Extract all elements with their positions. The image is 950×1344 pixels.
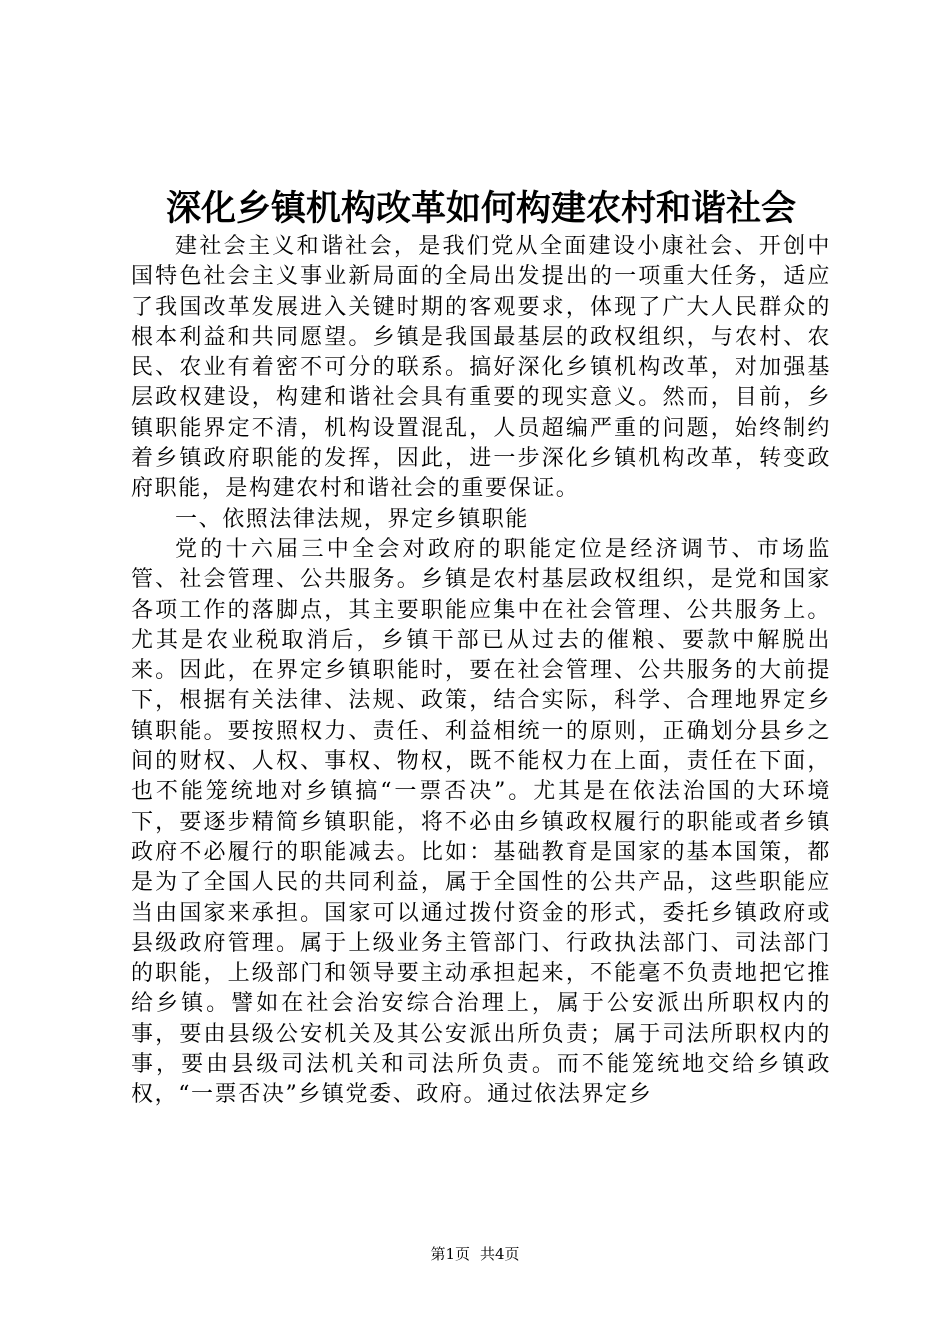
document-body: [131, 186, 831, 1111]
page-number: 第1页: [430, 1245, 470, 1263]
section-heading: 一、依照法律法规，界定乡镇职能: [175, 506, 530, 532]
page-footer: [0, 1244, 950, 1264]
intro-paragraph: 建社会主义和谐社会，是我们党从全面建设小康社会、开创中国特色社会主义事业新局面的全局出发提出的一项重大任务，适应了我国改革发展进入关键时期的客观要求，体现了广大人民群众的根本利益和共同愿望。乡镇是我国最基层的政权组织，与农村、农民、农业有着密不可分的联系。搞好深化乡镇机构改革，对加强基层政权建设，构建和谐社会具有重要的现实意义。然而，目前，乡镇职能界定不清，机构设置混乱，人员超编严重的问题，始终制约着乡镇政府职能的发挥，因此，进一步深化乡镇机构改革，转变政府职能，是构建农村和谐社会的重要保证。: [131, 234, 831, 502]
section-paragraph: 党的十六届三中全会对政府的职能定位是经济调节、市场监管、社会管理、公共服务。乡镇是农村基层政权组织，是党和国家各项工作的落脚点，其主要职能应集中在社会管理、公共服务上。尤其是农业税取消后，乡镇干部已从过去的催粮、要款中解脱出来。因此，在界定乡镇职能时，要在社会管理、公共服务的大前提下，根据有关法律、法规、政策，结合实际，科学、合理地界定乡镇职能。要按照权力、责任、利益相统一的原则，正确划分县乡之间的财权、人权、事权、物权，既不能权力在上面，责任在下面，也不能笼统地对乡镇搞“一票否决”。尤其是在依法治国的大环境下，要逐步精简乡镇职能，将不必由乡镇政权履行的职能或者乡镇政府不必履行的职能减去。比如：基础教育是国家的基本国策，都是为了全国人民的共同利益，属于全国性的公共产品，这些职能应当由国家来承担。国家可以通过拨付资金的形式，委托乡镇政府或县级政府管理。属于上级业务主管部门、行政执法部门、司法部门的职能，上级部门和领导要主动承担起来，不能毫不负责地把它推给乡镇。譬如在社会治安综合治理上，属于公安派出所职权内的事，要由县级公安机关及其公安派出所负责；属于司法所职权内的事，要由县级司法机关和司法所负责。而不能笼统地交给乡镇政权，“一票否决”乡镇党委、政府。通过依法界定乡: [131, 536, 831, 1108]
page-total: 共4页: [480, 1245, 520, 1263]
document-title: 深化乡镇机构改革如何构建农村和谐社会: [165, 188, 796, 229]
